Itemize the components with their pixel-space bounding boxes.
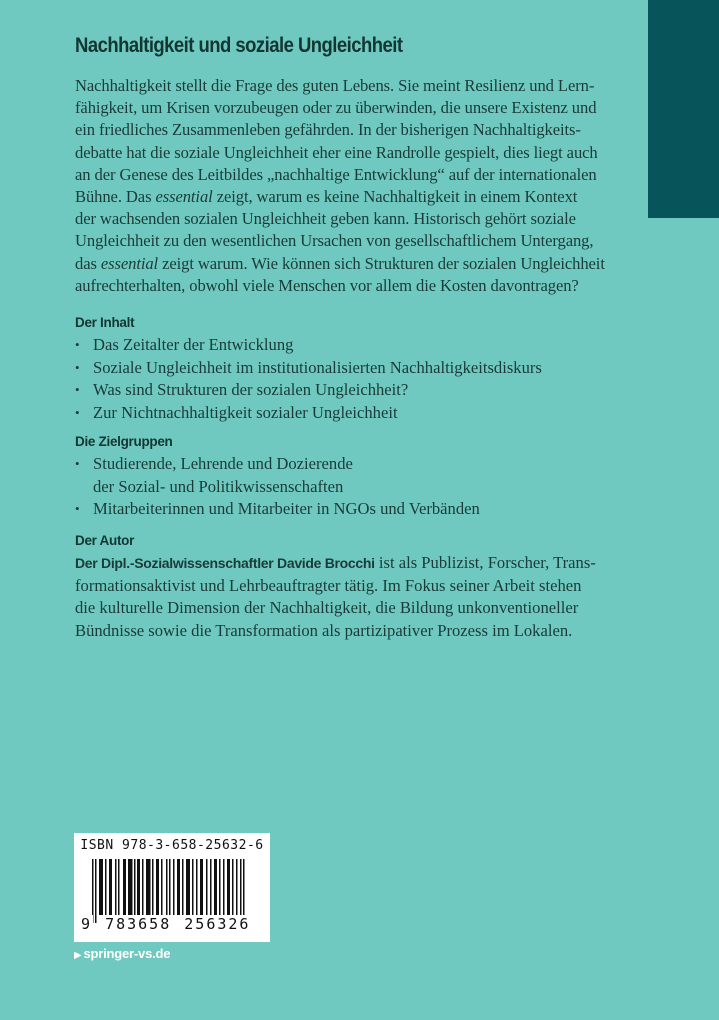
author-bio-text: ist als Publizist, Forscher, Trans- — [374, 553, 596, 572]
contents-list — [75, 334, 647, 424]
list-item: • Zur Nichtnachhaltigkeit sozialer Ungleichheit — [75, 402, 647, 425]
blurb-text: das — [75, 253, 101, 273]
blurb-text: zeigt warum. Wie können sich Strukturen der sozialen Ungleichheit — [158, 253, 605, 273]
blurb-line — [75, 253, 647, 275]
blurb-line: aufrechterhalten, obwohl viele Menschen vor allem die Kosten davontragen? — [75, 275, 579, 295]
arrow-right-icon: ▶ — [74, 950, 82, 961]
blurb-line: Nachhaltigkeit stellt die Frage des guten Lebens. Sie meint Resilienz und Lern- — [75, 76, 595, 95]
isbn-label: ISBN 978-3-658-25632-6 — [80, 838, 264, 853]
list-item: • Das Zeitalter der Entwicklung — [75, 334, 647, 357]
list-item: • Soziale Ungleichheit im institutionalisierten Nachhaltigkeitsdiskurs — [75, 357, 647, 380]
author-bio-line: formationsaktivist und Lehrbeauftragter tätig. Im Fokus seiner Arbeit stehen — [75, 575, 582, 595]
publisher-link[interactable] — [74, 946, 170, 961]
author-name: Der Dipl.-Sozialwissenschaftler Davide Brocchi — [75, 555, 375, 571]
author-bio-line — [75, 552, 647, 575]
barcode-bars-icon — [82, 859, 262, 923]
essential-italic: essential — [100, 253, 159, 273]
list-item: • Mitarbeiterinnen und Mitarbeiter in NGOs und Verbänden — [75, 498, 647, 521]
essential-italic: essential — [155, 187, 213, 207]
barcode-digits — [80, 915, 266, 933]
list-item: • Was sind Strukturen der sozialen Ungleichheit? — [75, 379, 647, 402]
blurb-text: Bühne. Das — [75, 187, 156, 207]
barcode-digit-first: 9 — [81, 915, 93, 933]
author-bio-line: die kulturelle Dimension der Nachhaltigkeit, die Bildung unkonventioneller — [75, 598, 579, 618]
blurb-line: der wachsenden sozialen Ungleichheit geben kann. Historisch gehört soziale — [75, 209, 576, 229]
blurb-text: zeigt, warum es keine Nachhaltigkeit in einem Kontext — [212, 187, 578, 207]
contents-section — [75, 312, 647, 424]
isbn-barcode — [74, 833, 270, 942]
dark-color-block — [648, 0, 719, 218]
audience-heading: Die Zielgruppen — [75, 434, 173, 449]
barcode-digits-left: 783658 — [105, 915, 172, 933]
audience-list — [75, 453, 647, 521]
barcode-digits-right: 256326 — [184, 915, 251, 933]
author-bio-line: Bündnisse sowie die Transformation als partizipativer Prozess im Lokalen. — [75, 620, 573, 640]
publisher-url-text: springer-vs.de — [83, 946, 171, 961]
list-item — [75, 453, 647, 498]
blurb-paragraph — [75, 75, 647, 297]
back-cover-title: Nachhaltigkeit und soziale Ungleichheit — [75, 34, 403, 57]
blurb-line: an der Genese des Leitbildes „nachhaltige Entwicklung“ auf der internationalen — [75, 164, 597, 184]
author-section — [75, 530, 647, 642]
blurb-line — [75, 186, 647, 208]
blurb-line: Ungleichheit zu den wesentlichen Ursachen von gesellschaftlichem Untergang, — [75, 231, 594, 251]
contents-heading: Der Inhalt — [75, 315, 135, 330]
blurb-line: ein friedliches Zusammenleben gefährden. In der bisherigen Nachhaltigkeits- — [75, 120, 581, 140]
blurb-line: debatte hat die soziale Ungleichheit eher eine Randrolle gespielt, dies liegt auch — [75, 142, 598, 162]
list-item-line: der Sozial- und Politikwissenschaften — [93, 476, 344, 496]
blurb-line: fähigkeit, um Krisen vorzubeugen oder zu überwinden, die unsere Existenz und — [75, 98, 597, 118]
author-heading: Der Autor — [75, 533, 135, 548]
list-item-line: • Studierende, Lehrende und Dozierende — [93, 454, 353, 473]
audience-section — [75, 431, 647, 521]
